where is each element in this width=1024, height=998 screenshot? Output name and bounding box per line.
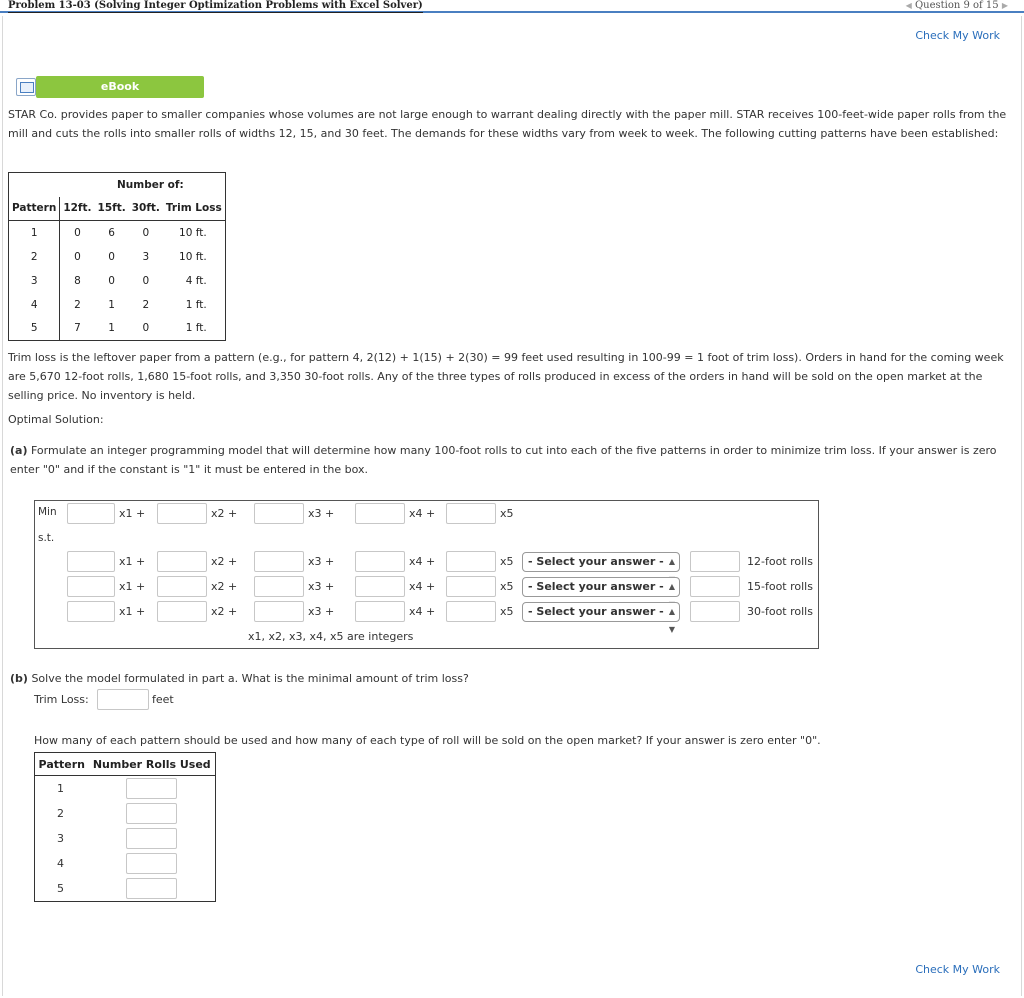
pattern-number: 4 xyxy=(57,857,64,870)
select-label: - Select your answer - xyxy=(528,605,664,618)
rolls-used-input[interactable] xyxy=(126,878,177,899)
table-row xyxy=(9,245,226,269)
cell: 2 xyxy=(9,245,60,269)
rolls-used-input[interactable] xyxy=(126,828,177,849)
cell: 1 xyxy=(108,298,115,311)
trim-loss-text: Trim loss is the leftover paper from a pattern (e.g., for pattern 4, 2(12) + 1(15) + 2(30) = 99 feet used resulting in 100-99 = 1 foot of trim loss). Orders in hand for the coming week are 5,670 12-foot rolls, 1,680 15-foot rolls, and 3,350 30-foot rolls. Any of the three types of rolls produced in excess of the orders in hand will be sold on the open market at the selling price. No inventory is held. xyxy=(8,351,1004,402)
table-row xyxy=(9,269,226,293)
trim-loss-label: Trim Loss: xyxy=(34,693,89,706)
constraint-coef-input[interactable] xyxy=(157,576,207,597)
trim-loss-input[interactable] xyxy=(97,689,149,710)
updown-arrow-icon: ▲ ▼ xyxy=(668,607,675,634)
constraint-coef-input[interactable] xyxy=(355,601,405,622)
relation-select[interactable] xyxy=(522,602,680,634)
check-my-work-bottom[interactable]: Check My Work xyxy=(915,963,1000,976)
objective-coef-input[interactable] xyxy=(355,503,405,524)
constraint-coef-input[interactable] xyxy=(355,551,405,572)
cell: 1 ft. xyxy=(185,322,207,335)
how-many-text: How many of each pattern should be used and how many of each type of roll will be sold on the open market? If your answer is zero enter "0". xyxy=(34,734,821,747)
cell: 0 xyxy=(108,250,115,263)
var-label: x3 + xyxy=(308,580,335,593)
cell: 3 xyxy=(142,250,150,263)
var-label: x4 + xyxy=(409,507,436,520)
cell: 0 xyxy=(142,322,150,335)
rhs-input[interactable] xyxy=(690,601,740,622)
objective-coef-input[interactable] xyxy=(446,503,496,524)
var-label: x2 + xyxy=(211,605,238,618)
pattern-header-row xyxy=(9,197,226,221)
group-header: Number of: xyxy=(117,178,184,191)
var-label: x5 xyxy=(500,555,514,568)
part-b-letter: (b) xyxy=(10,672,28,685)
cell: 0 xyxy=(142,226,150,239)
var-label: x4 + xyxy=(409,580,436,593)
cell: 1 ft. xyxy=(185,298,207,311)
cell: 3 xyxy=(9,269,60,293)
objective-coef-input[interactable] xyxy=(254,503,304,524)
var-label: x3 + xyxy=(308,555,335,568)
col-header: Pattern xyxy=(35,753,89,776)
cell: 7 xyxy=(74,322,81,335)
trim-loss-unit: feet xyxy=(152,693,174,706)
cell: 0 xyxy=(108,274,115,287)
col-header: 15ft. xyxy=(95,197,129,221)
col-header: 30ft. xyxy=(129,197,163,221)
cell: 6 xyxy=(108,226,115,239)
var-label: x1 + xyxy=(119,507,146,520)
question-nav[interactable] xyxy=(906,0,1008,12)
cell: 5 xyxy=(9,317,60,341)
col-header: 12ft. xyxy=(60,197,95,221)
constraint-coef-input[interactable] xyxy=(254,576,304,597)
integer-note: x1, x2, x3, x4, x5 are integers xyxy=(248,630,414,643)
var-label: x5 xyxy=(500,605,514,618)
check-my-work-top[interactable]: Check My Work xyxy=(915,29,1000,42)
cell: 1 xyxy=(9,221,60,245)
select-label: - Select your answer - xyxy=(528,555,664,568)
cell: 2 xyxy=(142,298,150,311)
previous-arrow-icon[interactable]: ◀ xyxy=(905,1,912,10)
part-a-letter: (a) xyxy=(10,444,28,457)
cell: 4 xyxy=(9,293,60,317)
pattern-table xyxy=(8,172,226,341)
var-label: x1 + xyxy=(119,605,146,618)
min-label: Min xyxy=(38,506,57,518)
rhs-input[interactable] xyxy=(690,576,740,597)
var-label: x3 + xyxy=(308,605,335,618)
table-row xyxy=(9,293,226,317)
cell: 0 xyxy=(74,226,81,239)
constraint-coef-input[interactable] xyxy=(254,551,304,572)
updown-arrow-icon: ▲ xyxy=(668,557,675,566)
intro-text: STAR Co. provides paper to smaller companies whose volumes are not large enough to warrant dealing directly with the paper mill. STAR receives 100-feet-wide paper rolls from the mill and cuts the rolls into smaller rolls of widths 12, 15, and 30 feet. The demands for these widths vary from week to week. The following cutting patterns have been established: xyxy=(8,108,1007,140)
question-nav-label: Question 9 of 15 xyxy=(914,0,999,11)
constraint-coef-input[interactable] xyxy=(157,551,207,572)
cell: 0 xyxy=(142,274,150,287)
var-label: x2 + xyxy=(211,580,238,593)
constraint-coef-input[interactable] xyxy=(254,601,304,622)
relation-select[interactable] xyxy=(522,577,680,597)
cell: 1 xyxy=(108,322,115,335)
var-label: x1 + xyxy=(119,580,146,593)
pattern-number: 3 xyxy=(57,832,64,845)
updown-arrow-icon: ▲ xyxy=(668,582,675,591)
constraint-coef-input[interactable] xyxy=(446,576,496,597)
st-label: s.t. xyxy=(38,532,55,544)
var-label: x2 + xyxy=(211,507,238,520)
constraint-coef-input[interactable] xyxy=(67,601,115,622)
part-a-text: Formulate an integer programming model that will determine how many 100-foot rolls to cut into each of the five patterns in order to minimize trim loss. If your answer is zero enter "0" and if the constant is "1" it must be entered in the box. xyxy=(10,444,997,476)
constraint-coef-input[interactable] xyxy=(355,576,405,597)
pattern-number: 1 xyxy=(57,782,64,795)
objective-coef-input[interactable] xyxy=(67,503,115,524)
constraint-label: 15-foot rolls xyxy=(747,580,813,593)
rolls-used-input[interactable] xyxy=(126,853,177,874)
var-label: x5 xyxy=(500,507,514,520)
rolls-used-input[interactable] xyxy=(126,778,177,799)
var-label: x3 + xyxy=(308,507,335,520)
select-label: - Select your answer - xyxy=(528,580,664,593)
optimal-solution-label: Optimal Solution: xyxy=(8,413,104,426)
cell: 10 ft. xyxy=(179,226,207,239)
relation-select[interactable] xyxy=(522,552,680,572)
rhs-input[interactable] xyxy=(690,551,740,572)
ebook-button[interactable]: eBook xyxy=(36,76,204,98)
cell: 10 ft. xyxy=(179,250,207,263)
var-label: x5 xyxy=(500,580,514,593)
rolls-used-table xyxy=(34,752,216,902)
var-label: x4 + xyxy=(409,605,436,618)
ebook-icon[interactable] xyxy=(16,78,36,96)
table-row xyxy=(9,221,226,245)
part-a-question xyxy=(10,441,1010,479)
constraint-coef-input[interactable] xyxy=(67,576,115,597)
cell: 0 xyxy=(74,250,81,263)
col-header: Pattern xyxy=(9,197,60,221)
cell: 4 ft. xyxy=(185,274,207,287)
var-label: x4 + xyxy=(409,555,436,568)
var-label: x2 + xyxy=(211,555,238,568)
constraint-coef-input[interactable] xyxy=(157,601,207,622)
top-bar xyxy=(0,0,1024,13)
col-header: Trim Loss xyxy=(163,197,225,221)
rolls-used-input[interactable] xyxy=(126,803,177,824)
cell: 2 xyxy=(74,298,81,311)
constraint-label: 12-foot rolls xyxy=(747,555,813,568)
part-b-text: Solve the model formulated in part a. What is the minimal amount of trim loss? xyxy=(31,672,469,685)
col-header: Number Rolls Used xyxy=(89,753,216,776)
part-b-question xyxy=(10,669,1010,688)
pattern-number: 5 xyxy=(57,882,64,895)
cell: 8 xyxy=(74,274,81,287)
objective-coef-input[interactable] xyxy=(157,503,207,524)
var-label: x1 + xyxy=(119,555,146,568)
constraint-coef-input[interactable] xyxy=(67,551,115,572)
pattern-number: 2 xyxy=(57,807,64,820)
model-box xyxy=(34,500,819,649)
table-row xyxy=(9,317,226,341)
problem-title: Problem 13-03 (Solving Integer Optimization Problems with Excel Solver) xyxy=(8,0,423,11)
constraint-label: 30-foot rolls xyxy=(747,605,813,618)
next-arrow-icon[interactable]: ▶ xyxy=(1001,1,1008,10)
constraint-coef-input[interactable] xyxy=(446,551,496,572)
constraint-coef-input[interactable] xyxy=(446,601,496,622)
